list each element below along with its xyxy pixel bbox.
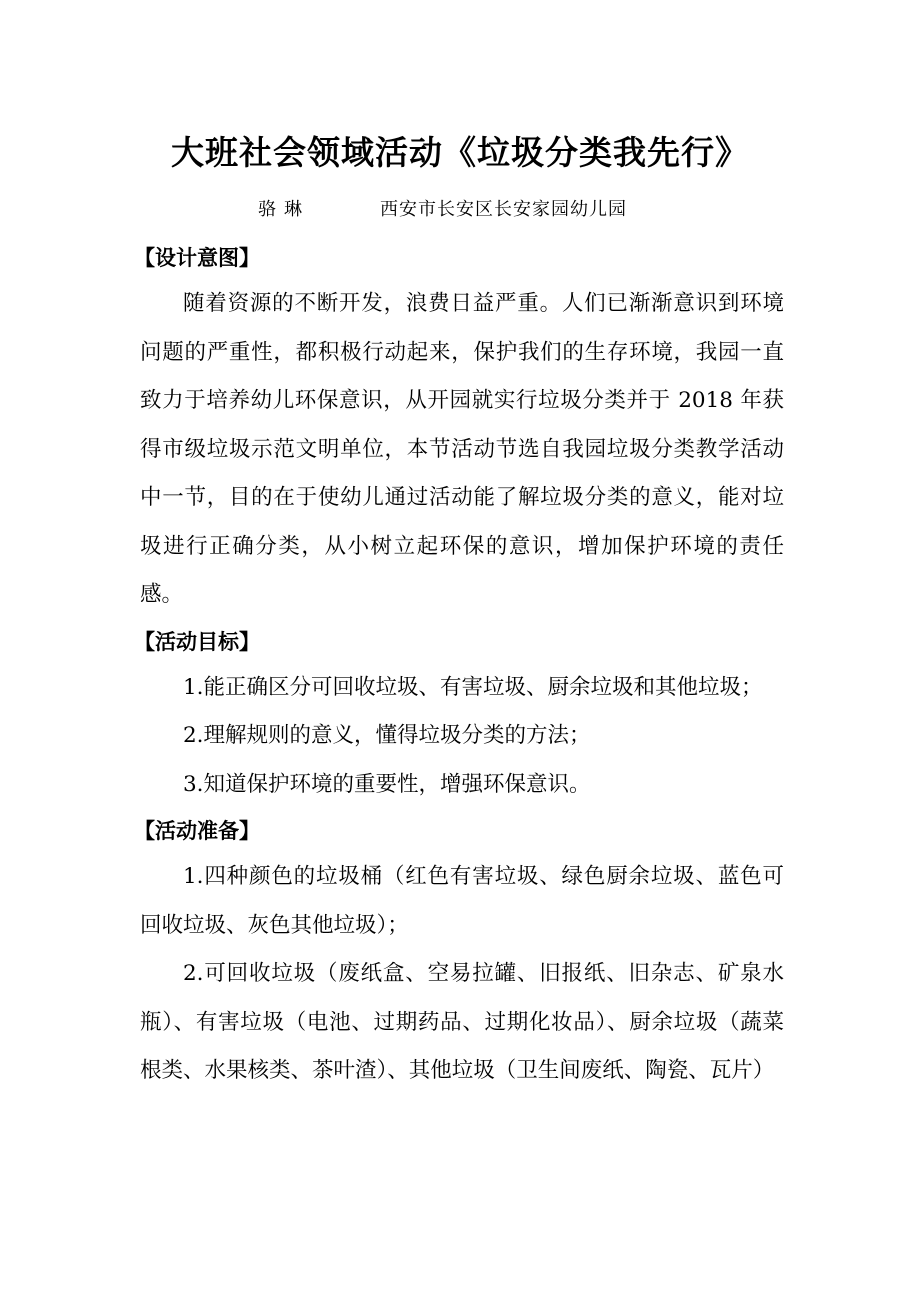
paragraph: 2.理解规则的意义，懂得垃圾分类的方法；	[183, 723, 591, 748]
document-title: 大班社会领域活动《垃圾分类我先行》	[171, 133, 749, 172]
paragraph: 随着资源的不断开发，浪费日益严重。人们已渐渐意识到环境问题的严重性，都积极行动起来，保护我们的生存环境，我园一直致力于培养幼儿环保意识，从开园就实行垃圾分类并于 2018 年获得市级垃圾示范文明单位，本节活动节选自我园垃圾分类教学活动中一节，目的在于使幼儿通过活动能了解垃圾分类的意义，能对垃圾进行正确分类，从小树立起环保的意识，增加保护环境的责任感。	[140, 291, 784, 607]
paragraph: 2.可回收垃圾（废纸盒、空易拉罐、旧报纸、旧杂志、矿泉水瓶）、有害垃圾（电池、过期药品、过期化妆品）、厨余垃圾（蔬菜根类、水果核类、茶叶渣）、其他垃圾（卫生间废纸、陶瓷、瓦片）	[140, 961, 784, 1083]
paragraph: 3.知道保护环境的重要性，增强环保意识。	[183, 771, 591, 797]
section-heading-design-intent: 【设计意图】	[134, 246, 260, 270]
paragraph: 1.能正确区分可回收垃圾、有害垃圾、厨余垃圾和其他垃圾；	[183, 674, 763, 700]
author-line	[0, 194, 920, 226]
author-name: 骆琳	[258, 199, 310, 220]
document-body	[134, 236, 784, 1096]
section-heading-activity-preparation: 【活动准备】	[134, 819, 260, 843]
section-heading-activity-goals: 【活动目标】	[134, 629, 260, 654]
author-organization: 西安市长安区长安家园幼儿园	[380, 199, 627, 220]
paragraph: 1.四种颜色的垃圾桶（红色有害垃圾、绿色厨余垃圾、蓝色可回收垃圾、灰色其他垃圾）；	[140, 864, 784, 938]
